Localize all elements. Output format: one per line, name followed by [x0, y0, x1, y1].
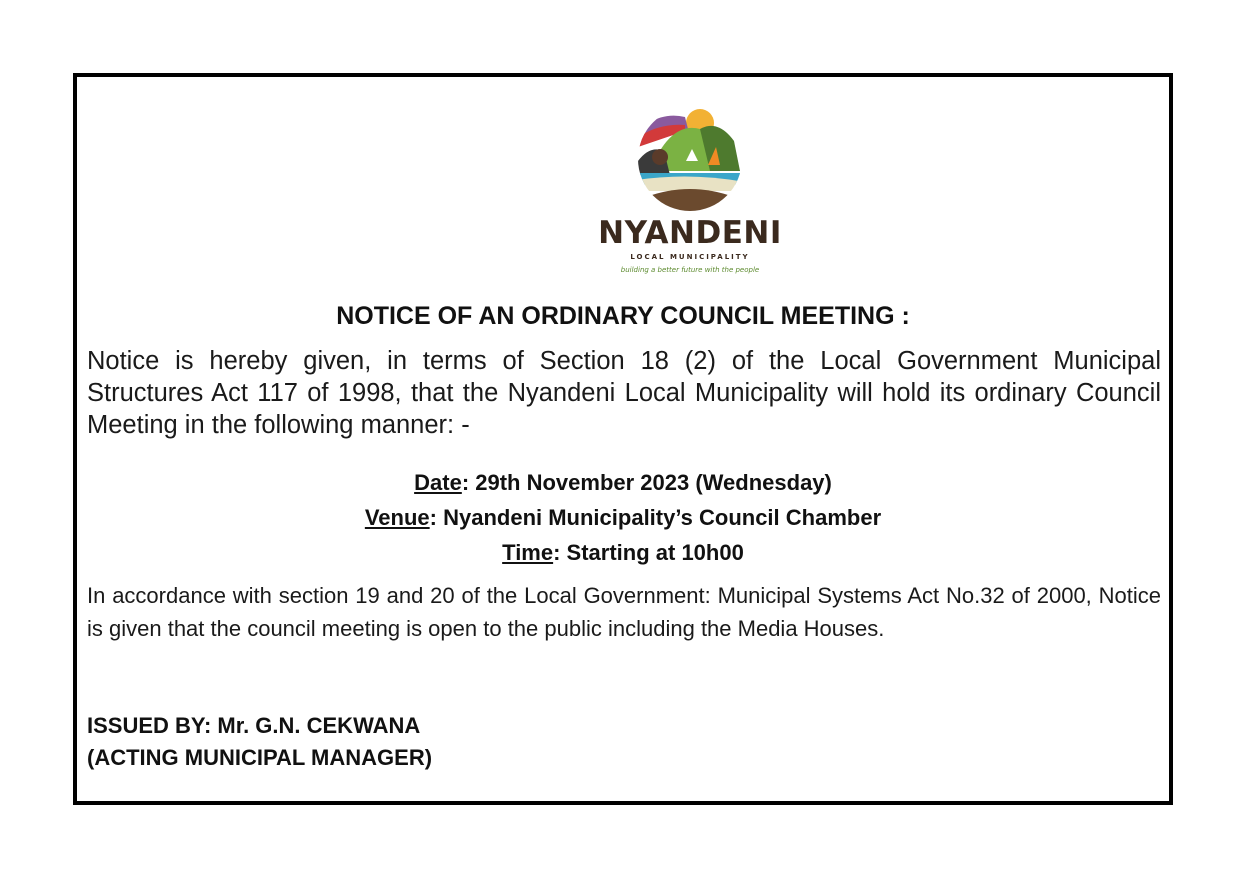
- logo-subtitle: LOCAL MUNICIPALITY: [630, 253, 750, 261]
- issued-by: ISSUED BY: Mr. G.N. CEKWANA: [87, 713, 421, 738]
- issuer-role: (ACTING MUNICIPAL MANAGER): [87, 745, 433, 770]
- date-value: : 29th November 2023 (Wednesday): [461, 470, 832, 495]
- notice-title: NOTICE OF AN ORDINARY COUNCIL MEETING :: [336, 302, 910, 330]
- issued-by-block: [87, 710, 787, 774]
- public-access-paragraph: In accordance with section 19 and 20 of the Local Government: Municipal Systems Act No.32 of 2000, Notice is given that the council meeting is open to the public including the Media Houses.: [87, 583, 1161, 641]
- date-label: Date: [414, 470, 462, 495]
- venue-line: [77, 500, 1169, 535]
- notice-frame: [73, 73, 1173, 805]
- municipality-emblem-icon: [630, 101, 750, 213]
- time-label: Time: [502, 540, 554, 565]
- time-value: : Starting at 10h00: [553, 540, 744, 565]
- logo-tagline: building a better future with the people: [620, 266, 760, 274]
- municipality-logo: [585, 91, 795, 277]
- venue-label: Venue: [364, 505, 430, 530]
- meeting-details: [77, 465, 1169, 570]
- venue-value: : Nyandeni Municipality’s Council Chamber: [429, 505, 882, 530]
- intro-paragraph: Notice is hereby given, in terms of Section 18 (2) of the Local Government Municipal Structures Act 117 of 1998, that the Nyandeni Local Municipality will hold its ordinary Council Meeting in the following manner: -: [87, 347, 1161, 439]
- logo-name: NYANDENI: [598, 215, 782, 251]
- time-line: [77, 535, 1169, 570]
- date-line: [77, 465, 1169, 500]
